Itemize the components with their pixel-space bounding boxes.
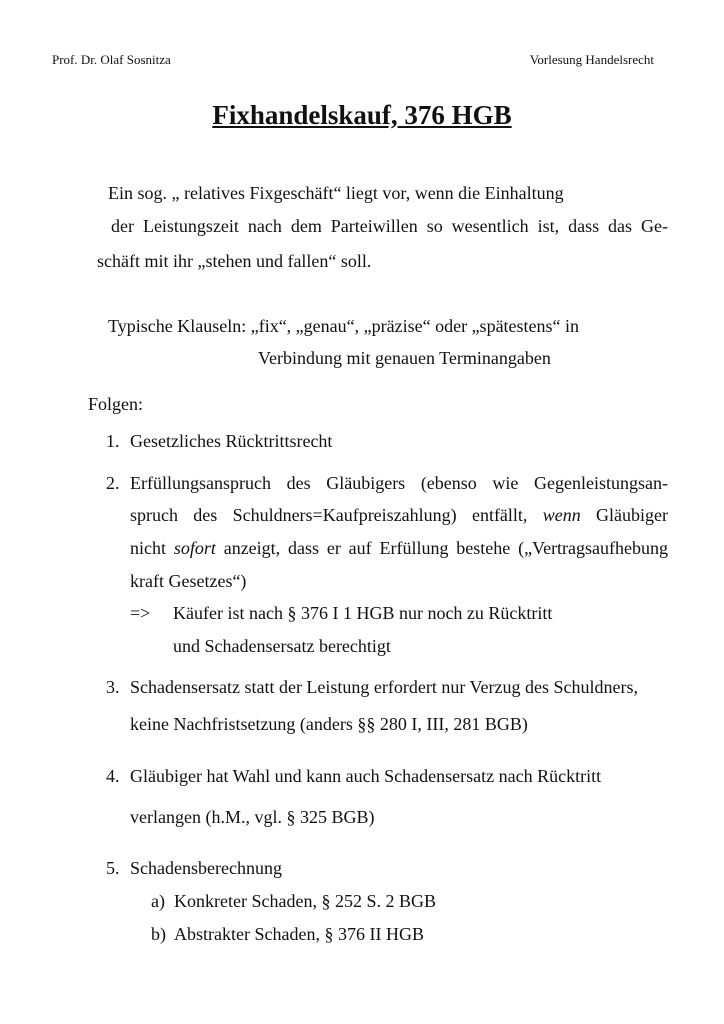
- item-2-line-4: kraft Gesetzes“): [130, 571, 247, 591]
- item-4-number: 4.: [106, 766, 120, 786]
- header-author: Prof. Dr. Olaf Sosnitza: [52, 52, 171, 67]
- item-5a-text: Konkreter Schaden, § 252 S. 2 BGB: [174, 891, 436, 911]
- item-2-arrow: =>: [130, 603, 151, 623]
- definition-line-3: schäft mit ihr „stehen und fallen“ soll.: [97, 251, 372, 271]
- definition-line-2: der Leistungszeit nach dem Parteiwillen so wesentlich ist, dass das Ge-: [111, 216, 668, 236]
- definition-line-1: Ein sog. „ relatives Fixgeschäft“ liegt vor, wenn die Einhaltung: [108, 183, 564, 203]
- item-1-text: Gesetzliches Rücktrittsrecht: [130, 431, 333, 451]
- item-2-line-2-b: Gläubiger: [596, 505, 669, 525]
- item-5b-label: b): [151, 924, 166, 944]
- header-lecture: Vorlesung Handelsrecht: [529, 52, 654, 67]
- item-5b-text: Abstrakter Schaden, § 376 II HGB: [174, 924, 424, 944]
- folgen-label: Folgen:: [88, 394, 144, 414]
- item-2-line-3: [130, 538, 668, 559]
- item-2-number: 2.: [106, 473, 120, 493]
- page-title: Fixhandelskauf, 376 HGB: [212, 100, 512, 130]
- item-4-line-2: verlangen (h.M., vgl. § 325 BGB): [130, 807, 375, 827]
- clauses-line-1: Typische Klauseln: „fix“, „genau“, „präzise“ oder „spätestens“ in: [108, 316, 580, 336]
- item-5-text: Schadensberechnung: [130, 858, 282, 878]
- item-5a-label: a): [151, 891, 165, 911]
- item-4-line-1: Gläubiger hat Wahl und kann auch Schadensersatz nach Rücktritt: [130, 766, 602, 786]
- item-2-arrow-line-1: Käufer ist nach § 376 I 1 HGB nur noch zu Rücktritt: [173, 603, 553, 623]
- item-5-number: 5.: [106, 858, 120, 878]
- item-3-number: 3.: [106, 677, 120, 697]
- item-2-line-2-emph: wenn: [542, 505, 581, 525]
- item-2-line-3-b: anzeigt, dass er auf Erfüllung bestehe („Vertragsaufhebung: [223, 538, 669, 558]
- item-2-line-3-emph: sofort: [173, 538, 216, 558]
- item-2-line-2: [130, 505, 668, 526]
- item-2-line-1: Erfüllungsanspruch des Gläubigers (ebenso wie Gegenleistungsan-: [130, 473, 668, 493]
- item-2-line-3-a: nicht: [130, 538, 166, 558]
- item-3-line-1: Schadensersatz statt der Leistung erfordert nur Verzug des Schuldners,: [130, 677, 639, 697]
- clauses-line-2: Verbindung mit genauen Terminangaben: [258, 348, 551, 368]
- item-3-line-2: keine Nachfristsetzung (anders §§ 280 I, III, 281 BGB): [130, 714, 528, 734]
- item-1-number: 1.: [106, 431, 120, 451]
- item-2-line-2-a: spruch des Schuldners=Kaufpreiszahlung) entfällt,: [130, 505, 528, 525]
- item-2-arrow-line-2: und Schadensersatz berechtigt: [173, 636, 391, 656]
